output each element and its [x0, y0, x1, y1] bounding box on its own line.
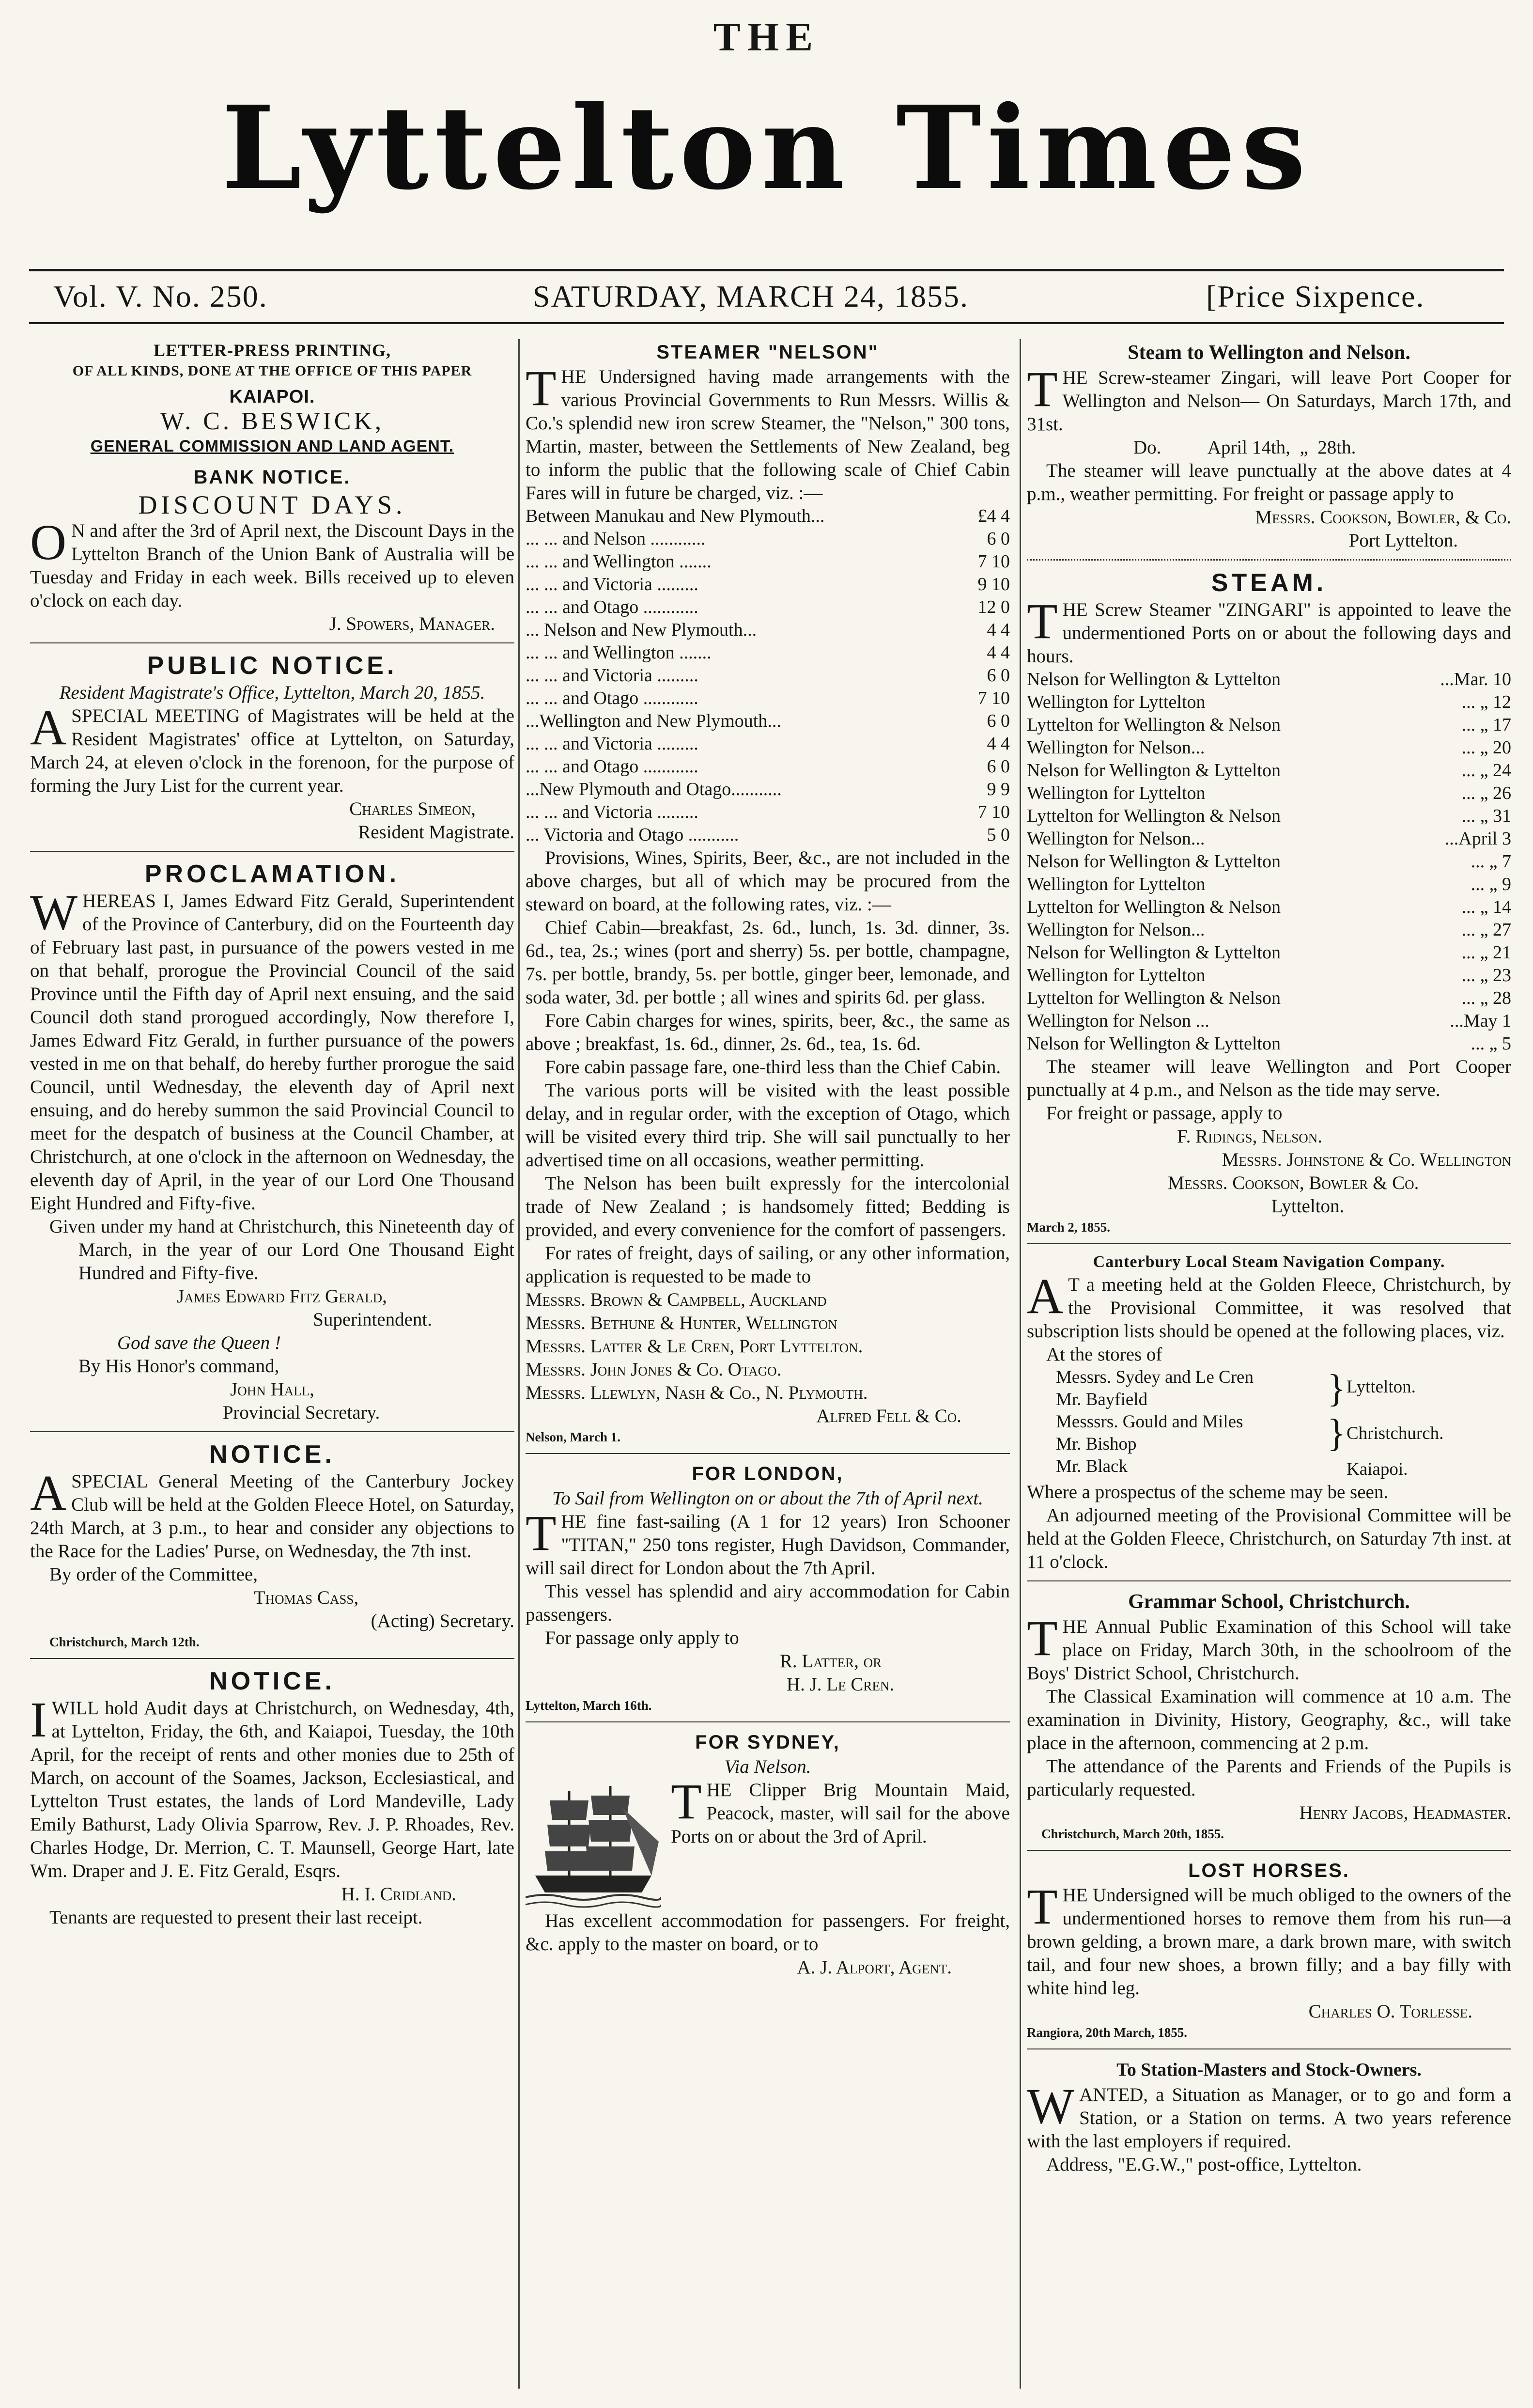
- notice-audit-tail: Tenants are requested to present their last receipt.: [49, 1907, 423, 1928]
- grammar-attendance: The attendance of the Parents and Friends of the Pupils is particularly requested.: [1027, 1756, 1511, 1800]
- london-signature-2: H. J. Le Cren.: [786, 1674, 895, 1695]
- dateline: [0, 279, 1533, 322]
- london-heading: FOR LONDON,: [692, 1463, 844, 1485]
- drop-cap: T: [671, 1774, 702, 1829]
- column-1: [30, 339, 514, 2389]
- fare-row: ... ... and Victoria ......... 6 0: [526, 665, 1010, 686]
- london-date: Lyttelton, March 16th.: [526, 1698, 652, 1713]
- sydney-heading: FOR SYDNEY,: [695, 1732, 840, 1753]
- schedule-row: Wellington for Nelson... ...April 3: [1027, 829, 1511, 849]
- proclamation-signature-name: James Edward Fitz Gerald,: [177, 1286, 387, 1307]
- bank-notice-body: O N and after the 3rd of April next, the Discount Days in the Lyttelton Branch of the Union Bank of Australia will be Tuesday and Friday in each week. Bills received up to eleven o'clock on each day.: [30, 515, 514, 611]
- schedule-row: Wellington for Lyttelton ... „ 9: [1027, 874, 1511, 894]
- kaiapoi-heading: KAIAPOI.: [229, 387, 315, 407]
- schedule-row: Wellington for Nelson ... ...May 1: [1027, 1011, 1511, 1031]
- fare-row: ... ... and Wellington ....... 7 10: [526, 551, 1010, 572]
- schedule-row: Nelson for Wellington & Lyttelton ... „ 21: [1027, 942, 1511, 963]
- drop-cap: O: [30, 515, 67, 570]
- drop-cap: W: [30, 885, 78, 940]
- schedule-row: Nelson for Wellington & Lyttelton ... „ 7: [1027, 851, 1511, 872]
- store-town: Christchurch.: [1347, 1423, 1444, 1443]
- steam-date: March 2, 1855.: [1027, 1220, 1110, 1235]
- nelson-heading: STEAMER "NELSON": [656, 342, 879, 363]
- nelson-agent: Messrs. Llewlyn, Nash & Co., N. Plymouth.: [526, 1382, 868, 1403]
- fare-row: ... ... and Victoria ......... 4 4: [526, 734, 1010, 754]
- notice-jockey-date: Christchurch, March 12th.: [49, 1635, 200, 1649]
- sydney-ad: [526, 1774, 1010, 1909]
- schedule-row: Nelson for Wellington & Lyttelton ... „ 24: [1027, 760, 1511, 781]
- sydney-subheading: Via Nelson.: [724, 1756, 811, 1777]
- steam-apply: For freight or passage, apply to: [1046, 1103, 1283, 1124]
- schedule-row: Lyttelton for Wellington & Nelson ... „ 14: [1027, 897, 1511, 917]
- public-notice-signature-title: Resident Magistrate.: [358, 822, 514, 843]
- fare-row: ... ... and Wellington ....... 4 4: [526, 642, 1010, 663]
- proclamation-secretary-title: Provincial Secretary.: [222, 1402, 380, 1423]
- steam-agent: F. Ridings, Nelson.: [1177, 1126, 1322, 1147]
- public-notice-signature-name: Charles Simeon,: [349, 798, 476, 819]
- steam-wn-signature-2: Port Lyttelton.: [1348, 530, 1458, 551]
- fare-row: ... ... and Otago ............ 6 0: [526, 756, 1010, 777]
- drop-cap: T: [1027, 361, 1058, 417]
- bank-notice-signature: J. Spowers, Manager.: [329, 613, 495, 634]
- fare-row: ... ... and Victoria ......... 9 10: [526, 574, 1010, 594]
- fare-row: ... ... and Nelson ............ 6 0: [526, 529, 1010, 549]
- drop-cap: T: [526, 1505, 557, 1561]
- schedule-row: Wellington for Lyttelton ... „ 23: [1027, 965, 1511, 985]
- steam-wn-punctual: The steamer will leave punctually at the above dates at 4 p.m., weather permitting. For freight or passage apply to: [1027, 460, 1511, 504]
- drop-cap: A: [30, 1465, 67, 1521]
- price: [Price Sixpence.: [1206, 279, 1425, 313]
- notice-jockey-order: By order of the Committee,: [49, 1564, 258, 1585]
- steam-wn-do-line: Do. April 14th, „ 28th.: [1133, 437, 1356, 458]
- public-notice-heading: PUBLIC NOTICE.: [147, 652, 398, 680]
- schedule-row: Nelson for Wellington & Lyttelton ... „ 5: [1027, 1033, 1511, 1054]
- store-name: Mr. Bayfield: [1056, 1390, 1148, 1409]
- canterbury-stores: Messrs. Sydey and Le Cren Mr. Bayfield Messsrs. Gould and Miles Mr. Bishop Mr. Black } } Lyttelton. Christchurch. Kaiapoi.: [1027, 1366, 1511, 1481]
- london-body: THE fine fast-sailing (A 1 for 12 years) Iron Schooner "TITAN," 250 tons register, Hugh Davidson, Commander, will sail direct for London about the 7th April.: [526, 1505, 1010, 1579]
- store-name: Messsrs. Gould and Miles: [1056, 1412, 1243, 1432]
- proclamation-by-command: By His Honor's command,: [78, 1356, 279, 1376]
- notice-audit-signature: H. I. Cridland.: [341, 1884, 456, 1905]
- lost-horses-body: THE Undersigned will be much obliged to the owners of the undermentioned horses to remove them from his run—a brown gelding, a brown mare, a dark brown mare, with switch tail, and four new shoes, a brown filly; and a bay filly with white hind leg.: [1027, 1879, 1511, 1999]
- london-accommodation: This vessel has splendid and airy accommodation for Cabin passengers.: [526, 1581, 1010, 1625]
- sydney-signature: A. J. Alport, Agent.: [797, 1957, 952, 1978]
- store-name: Mr. Black: [1056, 1456, 1128, 1476]
- steam-agent: Lyttelton.: [1271, 1196, 1345, 1217]
- lost-horses-heading: LOST HORSES.: [1188, 1860, 1350, 1881]
- steam-schedule: [1027, 668, 1511, 1055]
- notice-jockey-heading: NOTICE.: [209, 1440, 335, 1469]
- proclamation-heading: PROCLAMATION.: [144, 860, 400, 888]
- drop-cap: T: [1027, 1611, 1058, 1666]
- nelson-fore-fare: Fore cabin passage fare, one-third less than the Chief Cabin.: [545, 1057, 1001, 1078]
- steam-heading: STEAM.: [1211, 569, 1327, 597]
- column-divider: [518, 339, 520, 2389]
- column-divider: [1020, 339, 1021, 2389]
- canterbury-at-stores: At the stores of: [1046, 1344, 1162, 1365]
- steam-wn-signature-1: Messrs. Cookson, Bowler, & Co.: [1255, 507, 1511, 528]
- store-town: Kaiapoi.: [1347, 1459, 1408, 1479]
- letterpress-heading: LETTER-PRESS PRINTING,: [153, 341, 391, 360]
- schedule-row: Lyttelton for Wellington & Nelson ... „ 28: [1027, 988, 1511, 1008]
- steam-agent: Messrs. Cookson, Bowler & Co.: [1167, 1173, 1419, 1193]
- notice-jockey-signature-name: Thomas Cass,: [253, 1587, 359, 1608]
- nelson-date: Nelson, March 1.: [526, 1430, 620, 1444]
- grammar-date: Christchurch, March 20th, 1855.: [1041, 1827, 1224, 1841]
- grammar-classical: The Classical Examination will commence at 10 a.m. The examination in Divinity, History, Geography, &c., will take place in the afternoon, commencing at 2 p.m.: [1027, 1686, 1511, 1753]
- store-name: Mr. Bishop: [1056, 1434, 1137, 1454]
- store-name: Messrs. Sydey and Le Cren: [1056, 1367, 1254, 1387]
- station-body: WANTED, a Situation as Manager, or to go and form a Station, or a Station on terms. A two years reference with the last employers if required.: [1027, 2079, 1511, 2152]
- proclamation-given: Given under my hand at Christchurch, this Nineteenth day of March, in the year of our Lord One Thousand Eight Hundred and Fifty-five.: [49, 1216, 514, 1283]
- nelson-body: THE Undersigned having made arrangements with the various Provincial Governments to Run Messrs. Willis & Co.'s splendid new iron screw Steamer, the "Nelson," 300 tons, Martin, master, between the Settlements of New Zealand, beg to inform the public that the following scale of Chief Cabin Fares will in future be charged, viz. :—: [526, 360, 1010, 503]
- beswick-name: W. C. BESWICK,: [160, 407, 384, 435]
- london-apply: For passage only apply to: [545, 1627, 739, 1648]
- fare-row: ... Victoria and Otago ........... 5 0: [526, 825, 1010, 845]
- london-subheading: To Sail from Wellington on or about the 7th of April next.: [552, 1488, 983, 1509]
- drop-cap: A: [30, 700, 67, 755]
- notice-jockey-signature-title: (Acting) Secretary.: [371, 1611, 514, 1631]
- grammar-signature: Henry Jacobs, Headmaster.: [1299, 1802, 1511, 1823]
- lost-horses-signature: Charles O. Torlesse.: [1308, 2001, 1472, 2022]
- steam-wn-heading: Steam to Wellington and Nelson.: [1128, 342, 1410, 364]
- masthead-bottom-rule: [29, 322, 1504, 324]
- schedule-row: Wellington for Nelson... ... „ 27: [1027, 920, 1511, 940]
- nelson-ports: The various ports will be visited with the least possible delay, and in regular order, with the exception of Otago, which will be visited every third trip. She will sail punctually to her advertised time on all occasions, weather permitting.: [526, 1080, 1010, 1171]
- drop-cap: W: [1027, 2079, 1075, 2134]
- notice-audit-body: IWILL hold Audit days at Christchurch, on Wednesday, 4th, at Lyttelton, Friday, the 6th, and Kaiapoi, Tuesday, the 10th April, for the receipt of rents and other monies due to 25th of March, on account of the Soames, Jackson, Ecclesiastical, and Lyttelton Trust estates, the lands of Lord Mandeville, Lady Emily Bathurst, Lady Olivia Sparrow, Rev. J. P. Rhoades, Rev. Charles Hodge, Dr. Merrion, C. T. Maunsell, George Hart, late Wm. Draper and J. E. Fitz Gerald, Esqrs.: [30, 1692, 514, 1881]
- canterbury-adjourned: An adjourned meeting of the Provisional Committee will be held at the Golden Fleece, Christchurch, on Saturday 7th inst. at 11 o'clock.: [1027, 1505, 1511, 1572]
- schedule-row: Wellington for Lyttelton ... „ 12: [1027, 692, 1511, 712]
- fare-row: ...Wellington and New Plymouth... 6 0: [526, 711, 1010, 731]
- schedule-row: Nelson for Wellington & Lyttelton ...Mar. 10: [1027, 669, 1511, 689]
- schedule-row: Lyttelton for Wellington & Nelson ... „ 17: [1027, 715, 1511, 735]
- nelson-agent: Messrs. Latter & Le Cren, Port Lyttelton.: [526, 1336, 863, 1357]
- column-3: [1027, 339, 1511, 2389]
- notice-audit-heading: NOTICE.: [209, 1667, 335, 1695]
- drop-cap: T: [1027, 1879, 1058, 1935]
- nelson-agent: Messrs. Bethune & Hunter, Wellington: [526, 1313, 837, 1333]
- steam-wn-body: THE Screw-steamer Zingari, will leave Port Cooper for Wellington and Nelson— On Saturdays, March 17th, and 31st.: [1027, 361, 1511, 435]
- schedule-row: Lyttelton for Wellington & Nelson ... „ 31: [1027, 806, 1511, 826]
- volume-number: Vol. V. No. 250.: [53, 279, 268, 313]
- steam-punctual: The steamer will leave Wellington and Port Cooper punctually at 4 p.m., and Nelson as the tide may serve.: [1027, 1056, 1511, 1100]
- fare-row: ... ... and Otago ............ 12 0: [526, 597, 1010, 617]
- issue-date: SATURDAY, MARCH 24, 1855.: [533, 279, 969, 313]
- drop-cap: I: [30, 1692, 47, 1748]
- drop-cap: A: [1027, 1268, 1064, 1324]
- beswick-title: GENERAL COMMISSION AND LAND AGENT.: [90, 437, 454, 455]
- canterbury-prospectus: Where a prospectus of the scheme may be seen.: [1027, 1482, 1389, 1502]
- nelson-built: The Nelson has been built expressly for the intercolonial trade of New Zealand ; is handsomely fitted; Bedding is provided, and every convenience for the comfort of passengers.: [526, 1173, 1010, 1240]
- bank-notice-subheading: DISCOUNT DAYS.: [138, 490, 406, 519]
- nelson-chief-cabin: Chief Cabin—breakfast, 2s. 6d., lunch, 1s. 3d. dinner, 3s. 6d., tea, 2s.; wines (port and sherry) 5s. per bottle, champagne, 7s. per bottle, brandy, 5s. per bottle, ginger beer, lemonade, and soda water, 3d. per bottle ; all wines and spirits 6d. per glass.: [526, 917, 1010, 1008]
- station-heading: To Station-Masters and Stock-Owners.: [1116, 2060, 1422, 2080]
- proclamation-body: WHEREAS I, James Edward Fitz Gerald, Superintendent of the Province of Canterbury, did on the Fourteenth day of February last past, in pursuance of the powers vested in me on that behalf, prorogue the Provincial Council of the said Province until the Fifth day of April next ensuing, and the said Council doth stand prorogued accordingly, Now therefore I, James Edward Fitz Gerald, in further pursuance of the powers vested in me on that behalf, do hereby further prorogue the said Council, until Wednesday, the eleventh day of April next ensuing, and do hereby summon the said Provincial Council to meet for the despatch of business at the Council Chamber, at Christchurch, at one o'clock in the afternoon on Wednesday, the eleventh day of April, in the year of our Lord One Thousand Eight Hundred and Fifty-five.: [30, 885, 514, 1214]
- fare-row: ... Nelson and New Plymouth... 4 4: [526, 620, 1010, 640]
- masthead-title: Lyttelton Times: [221, 80, 1312, 215]
- steam-body: THE Screw Steamer "ZINGARI" is appointed to leave the undermentioned Ports on or about the following days and hours.: [1027, 594, 1511, 667]
- fare-row: Between Manukau and New Plymouth... £4 4: [526, 506, 1010, 526]
- canterbury-body: A T a meeting held at the Golden Fleece, Christchurch, by the Provisional Committee, it was resolved that subscription lists should be opened at the following places, viz.: [1027, 1268, 1511, 1342]
- proclamation-signature-title: Superintendent.: [313, 1309, 432, 1330]
- fare-row: ... ... and Otago ............ 7 10: [526, 688, 1010, 708]
- schedule-row: Wellington for Nelson... ... „ 20: [1027, 737, 1511, 758]
- station-address: Address, "E.G.W.," post-office, Lyttelton.: [1046, 2154, 1362, 2175]
- steam-agent: Messrs. Johnstone & Co. Wellington: [1222, 1149, 1511, 1170]
- masthead-pre-title: THE: [713, 15, 820, 60]
- store-town: Lyttelton.: [1347, 1377, 1416, 1397]
- london-signature-1: R. Latter, or: [779, 1651, 882, 1672]
- masthead-top-rule: [29, 269, 1504, 271]
- drop-cap: T: [1027, 594, 1058, 649]
- drop-cap: T: [526, 360, 557, 416]
- nelson-signature: Alfred Fell & Co.: [816, 1406, 961, 1426]
- public-notice-office: Resident Magistrate's Office, Lyttelton, March 20, 1855.: [59, 682, 485, 703]
- letterpress-subheading: OF ALL KINDS, DONE AT THE OFFICE OF THIS PAPER: [72, 363, 472, 379]
- nelson-rates: For rates of freight, days of sailing, or any other information, application is requested to be made to: [526, 1243, 1010, 1287]
- grammar-heading: Grammar School, Christchurch.: [1128, 1591, 1410, 1613]
- fare-row: ...New Plymouth and Otago........... 9 9: [526, 779, 1010, 799]
- ship-icon: [526, 1779, 661, 1909]
- public-notice-body: ASPECIAL MEETING of Magistrates will be held at the Resident Magistrates' office at Lyttelton, on Saturday, March 24, at eleven o'clock in the forenoon, for the purpose of forming the Jury List for the current year.: [30, 700, 514, 796]
- bank-notice-heading: BANK NOTICE.: [193, 467, 351, 488]
- lost-horses-date: Rangiora, 20th March, 1855.: [1027, 2025, 1187, 2040]
- nelson-fore-cabin: Fore Cabin charges for wines, spirits, beer, &c., the same as above ; breakfast, 1s. 6d., dinner, 2s. 6d., tea, 1s. 6d.: [526, 1010, 1010, 1054]
- proclamation-god-save: God save the Queen !: [117, 1332, 281, 1353]
- nelson-agent: Messrs. Brown & Campbell, Auckland: [526, 1289, 827, 1310]
- fare-row: ... ... and Victoria ......... 7 10: [526, 802, 1010, 822]
- nelson-agent: Messrs. John Jones & Co. Otago.: [526, 1359, 782, 1380]
- column-2: [526, 339, 1010, 2389]
- fare-table: [526, 505, 1010, 846]
- sydney-accommodation: Has excellent accommodation for passengers. For freight, &c. apply to the master on board, or to: [526, 1910, 1010, 1955]
- proclamation-secretary-name: John Hall,: [230, 1379, 314, 1400]
- grammar-body: THE Annual Public Examination of this School will take place on Friday, March 30th, in the schoolroom of the Boys' District School, Christchurch.: [1027, 1611, 1511, 1684]
- sydney-body: THE Clipper Brig Mountain Maid, Peacock, master, will sail for the above Ports on or about the 3rd of April.: [671, 1774, 1010, 1847]
- schedule-row: Wellington for Lyttelton ... „ 26: [1027, 783, 1511, 803]
- nelson-provisions: Provisions, Wines, Spirits, Beer, &c., are not included in the above charges, but all of which may be procured from the steward on board, at the following rates, viz. :—: [526, 847, 1010, 915]
- notice-jockey-body: ASPECIAL General Meeting of the Canterbury Jockey Club will be held at the Golden Fleece Hotel, on Saturday, 24th March, at 3 p.m., to hear and consider any objections to the Race for the Ladies' Purse, on Wednesday, the 7th inst.: [30, 1465, 514, 1562]
- canterbury-heading: Canterbury Local Steam Navigation Company.: [1093, 1253, 1445, 1271]
